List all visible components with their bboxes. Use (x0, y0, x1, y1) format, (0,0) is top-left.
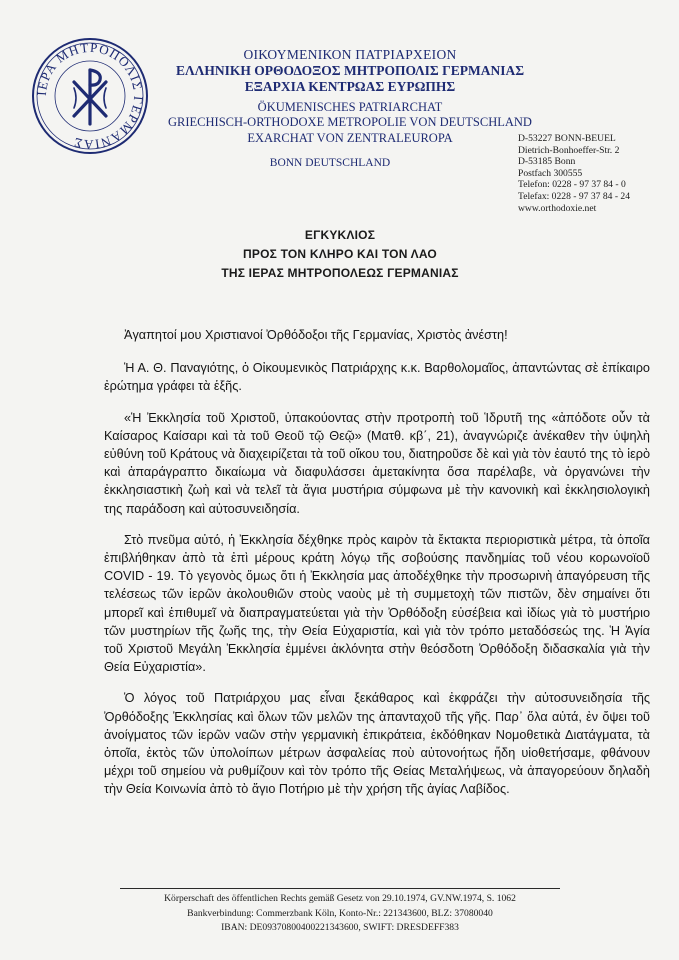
address-block (518, 133, 630, 214)
letterhead-greek-metropolis: ΕΛΛΗΝΙΚΗ ΟΡΘΟΔΟΞΟΣ ΜΗΤΡΟΠΟΛΙΣ ΓΕΡΜΑΝΙΑΣ (175, 63, 525, 78)
address-line: Telefax: 0228 - 97 37 84 - 24 (518, 190, 631, 202)
address-line: Telefon: 0228 - 97 37 84 - 0 (518, 179, 626, 191)
address-line: D-53185 Bonn (518, 156, 576, 168)
title-line: ΤΗΣ ΙΕΡΑΣ ΜΗΤΡΟΠΟΛΕΩΣ ΓΕΡΜΑΝΙΑΣ (221, 266, 459, 280)
letterhead-greek-patriarchate: ΟΙΚΟΥΜΕΝΙΚΟΝ ΠΑΤΡΙΑΡΧΕΙΟΝ (243, 47, 457, 62)
address-line: Dietrich-Bonhoeffer-Str. 2 (518, 144, 620, 156)
letterhead-german-exarchate: EXARCHAT VON ZENTRALEUROPA (247, 131, 453, 145)
chi-rho-icon (74, 70, 106, 124)
letterhead-city: BONN DEUTSCHLAND (269, 157, 391, 169)
footer-legal: Körperschaft des öffentlichen Rechts gemäß Gesetz von 29.10.1974, GV.NW.1974, S. 1062 (164, 893, 516, 904)
footer-divider (120, 888, 560, 889)
metropolis-seal (30, 36, 150, 156)
footer-bank: Bankverbindung: Commerzbank Köln, Konto-Nr.: 221343600, BLZ: 37080040 (187, 908, 493, 919)
title-line: ΕΓΚΥΚΛΙΟΣ (304, 228, 376, 242)
address-line: D-53227 BONN-BEUEL (518, 133, 616, 144)
encyclical-title (140, 226, 540, 283)
paragraph: Ἡ Α. Θ. Παναγιότης, ὁ Οἰκουμενικὸς Πατριάρχης κ.κ. Βαρθολομαῖος, ἀπαντώντας σὲ ἐπίκαιρο ἐρώτημα γράφει τὰ ἑξῆς. (104, 361, 650, 394)
address-line: Postfach 300555 (518, 167, 583, 179)
title-line: ΠΡΟΣ ΤΟΝ ΚΛΗΡΟ ΚΑΙ ΤΟΝ ΛΑΟ (243, 247, 437, 261)
paragraph: Στὸ πνεῦμα αὐτό, ἡ Ἐκκλησία δέχθηκε πρὸς καιρὸν τὰ ἔκτακτα περιοριστικὰ μέτρα, τὰ ὁποῖα ἐπιβλήθηκαν ἀπὸ τὰ ἐπὶ μέρους κράτη λόγῳ τῆς σοβούσης πανδημίας τοῦ νέου κορωνοϊοῦ COVID - 19. Τὸ γεγονὸς ὅμως ὅτι ἡ Ἐκκλησία μας ἀποδέχθηκε τὴν προσωρινὴ ἀπαγόρευση τῆς τελέσεως τῶν ἱερῶν ἀκολουθιῶν στοὺς ναοὺς μὲ τὴ συμμετοχὴ τῶν πιστῶν, δὲν σημαίνει ὅτι μπορεῖ καὶ ἐπιθυμεῖ νὰ διαπραγματεύεται γιὰ τὴν Ὀρθόδοξη εὐσέβεια καὶ ἰδίως γιὰ τὸ μυστήριο τῶν μυστηρίων τῆς ζωῆς της, τὴν Θεία Εὐχαριστία, καὶ γιὰ τὸν τρόπο μεταδόσεώς της. Ἡ Ἁγία τοῦ Χριστοῦ Μεγάλη Ἐκκλησία ἐμμένει ἀκλόνητα στὴν θεόσδοτη Ὀρθόδοξη διδασκαλία γιὰ τὴν Θεία Εὐχαριστία». (104, 532, 650, 675)
letterhead-german-metropolis: GRIECHISCH-ORTHODOXE METROPOLIE VON DEUTSCHLAND (168, 115, 532, 129)
letterhead-german-patriarchate: ÖKUMENISCHES PATRIARCHAT (257, 100, 443, 114)
address-line: www.orthodoxie.net (518, 202, 597, 214)
greeting: Ἀγαπητοί μου Χριστιανοί Ὀρθόδοξοι τῆς Γερμανίας, Χριστὸς ἀνέστη! (124, 328, 508, 342)
seal-text: ΙΕΡΑ ΜΗΤΡΟΠΟΛΙΣ ΓΕΡΜΑΝΙΑΣ (33, 39, 147, 153)
paragraph: Ὁ λόγος τοῦ Πατριάρχου μας εἶναι ξεκάθαρος καὶ ἐκφράζει τὴν αὐτοσυνειδησία τῆς Ὀρθόδοξης Ἐκκλησίας καὶ ὅλων τῶν μελῶν της ἁπανταχοῦ τῆς γῆς. Παρ᾽ ὅλα αὐτά, ἐν ὄψει τοῦ ἀνοίγματος τῶν ἱερῶν ναῶν στὴν γερμανικὴ ἐπικράτεια, ἐκδόθηκαν Νομοθετικὰ Διατάγματα, τὰ ὁποῖα, ἐκτὸς τῶν ὑπολοίπων μέτρων ἀσφαλείας ποὺ αὐτονοήτως ἤδη υἱοθετήσαμε, φθάνουν μέχρι τοῦ σημείου νὰ ρυθμίζουν καὶ τὸν τρόπο τῆς Θείας Μεταλήψεως, νὰ ἀπαγορεύουν δηλαδὴ τὴν Θεία Κοινωνία ἀπὸ τὸ ἅγιο Ποτήριο μὲ τὴν χρήση τῆς ἁγίας Λαβίδος. (104, 691, 650, 797)
letter-body (104, 326, 650, 799)
footer-iban: IBAN: DE09370800400221343600, SWIFT: DRESDEFF383 (221, 922, 459, 933)
patriarch-quote: «Ἡ Ἐκκλησία τοῦ Χριστοῦ, ὑπακούοντας στὴν προτροπὴ τοῦ Ἱδρυτῆ της «ἀπόδοτε οὖν τὰ Καίσαρος Καίσαρι καὶ τὰ τοῦ Θεοῦ τῷ Θεῷ» (Ματθ. κβ΄, 21), ἀναγνώριζε ἀνέκαθεν τὴν ὑψηλὴ εὐθύνη τοῦ Κράτους νὰ διαχειρίζεται τὰ τοῦ οἴκου του, διατηροῦσε δὲ καὶ γιὰ τὸν ἑαυτό της τὸ ἱερὸ καὶ ἀπαράγραπτο δικαίωμα νὰ διαφυλάσσει ἀμετακίνητα ὅσα παρέλαβε, νὰ ὀργανώνει τὴν ἐκκλησιαστικὴ ζωὴ καὶ νὰ τελεῖ τὰ ἅγια μυστήρια σύμφωνα μὲ τὴν κανονικὴ καὶ ἐκκλησιολογικὴ της παράδοση καὶ αὐτοσυνειδησία. (104, 410, 650, 516)
letterhead-greek-exarchate: ΕΞΑΡΧΙΑ ΚΕΝΤΡΩΑΣ ΕΥΡΩΠΗΣ (244, 79, 456, 94)
